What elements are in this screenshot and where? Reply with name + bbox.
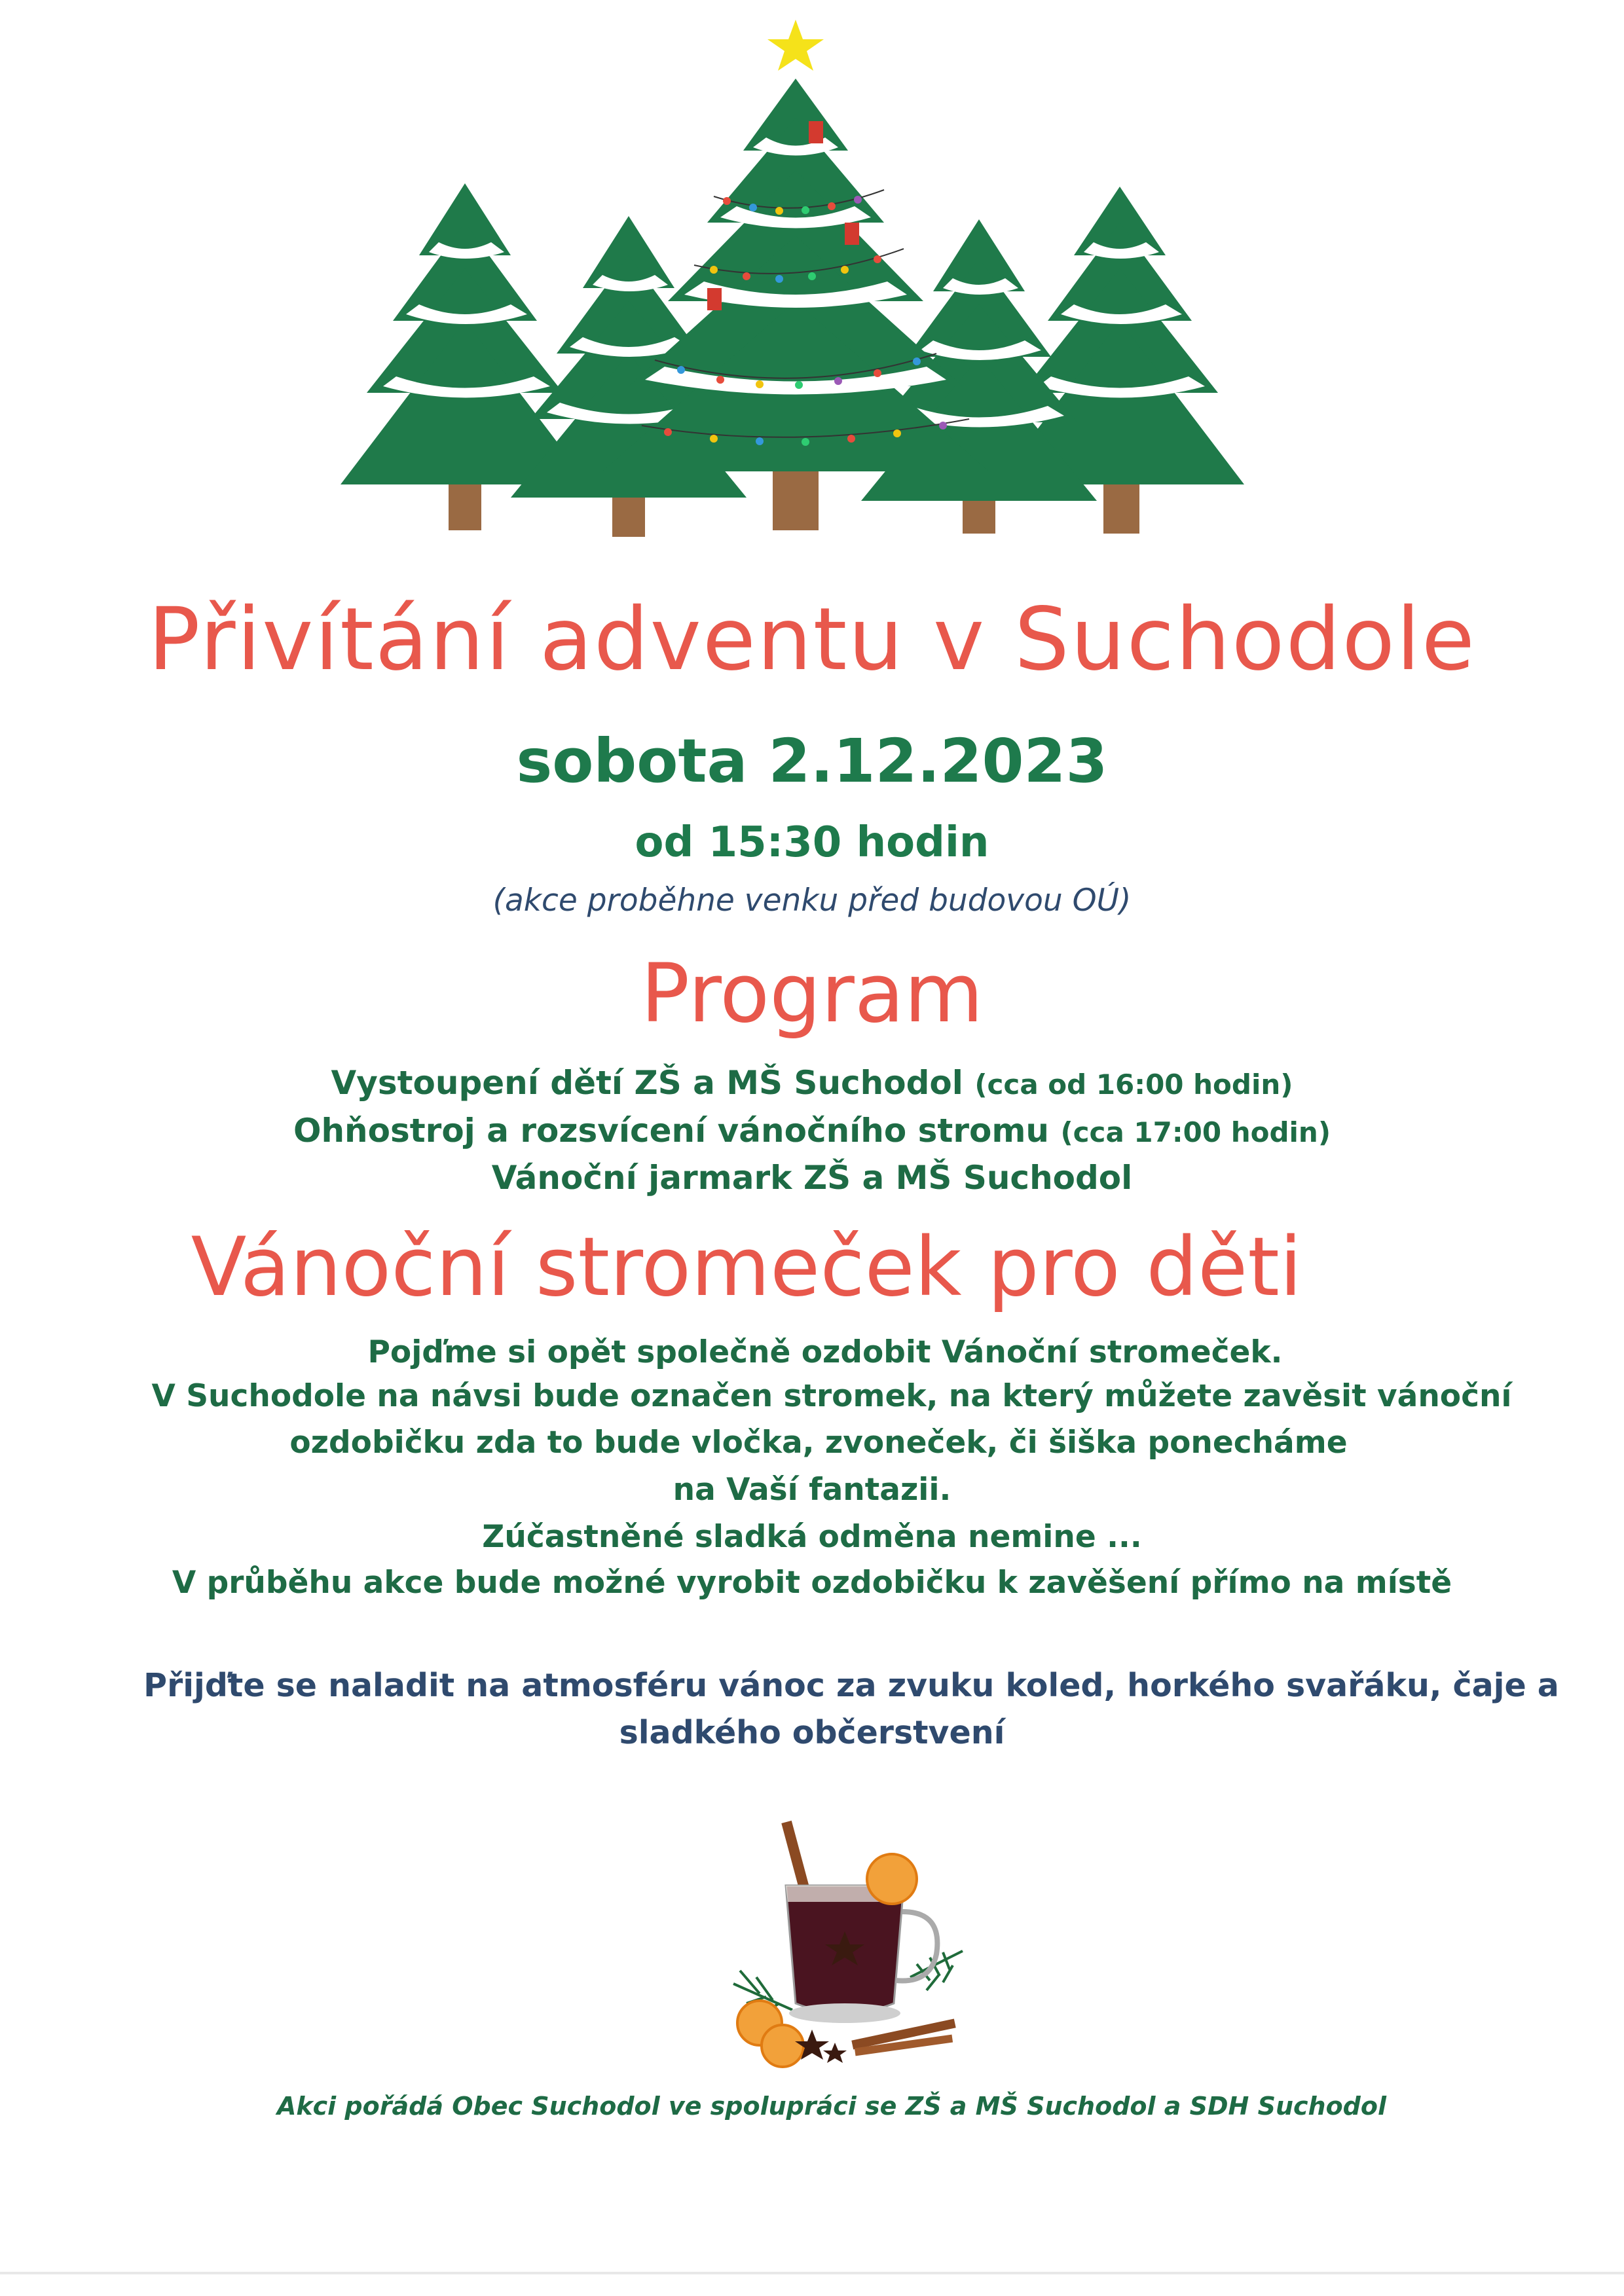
glass-handle bbox=[896, 1912, 937, 1981]
event-title: Přivítání adventu v Suchodole bbox=[148, 589, 1476, 690]
scan-edge-line bbox=[0, 2272, 1624, 2274]
organizer-footer: Akci pořádá Obec Suchodol ve spolupráci se ZŠ a MŠ Suchodol a SDH Suchodol bbox=[276, 2092, 1387, 2121]
program-heading: Program bbox=[640, 947, 984, 1041]
tree-far-left bbox=[341, 183, 589, 484]
program-item-text: Vystoupení dětí ZŠ a MŠ Suchodol bbox=[331, 1064, 963, 1102]
program-item-text: Vánoční jarmark ZŠ a MŠ Suchodol bbox=[491, 1159, 1133, 1197]
invitation-line: sladkého občerstvení bbox=[619, 1714, 1005, 1751]
program-item-note: (cca od 16:00 hodin) bbox=[974, 1068, 1293, 1101]
star-anise-icon bbox=[823, 2043, 847, 2063]
tree-text-line: na Vaší fantazii. bbox=[673, 1472, 951, 1508]
glass-base bbox=[789, 2003, 900, 2023]
tree-text-line: Pojďme si opět společně ozdobit Vánoční stromeček. bbox=[367, 1334, 1283, 1370]
star-icon bbox=[767, 20, 824, 71]
orange-slice-icon bbox=[762, 2025, 803, 2067]
program-item bbox=[0, 1065, 1624, 1101]
orange-slice-icon bbox=[867, 1854, 917, 1904]
tree-trunk bbox=[1103, 478, 1139, 534]
event-date: sobota 2.12.2023 bbox=[516, 726, 1108, 796]
christmas-trees-illustration bbox=[314, 7, 1270, 550]
tree-text-line: Zúčastněné sladká odměna nemine ... bbox=[482, 1519, 1142, 1555]
tree-trunk bbox=[449, 478, 481, 530]
tree-text-line: ozdobičku zda to bude vločka, zvoneček, či šiška ponecháme bbox=[289, 1425, 1348, 1461]
program-item bbox=[0, 1113, 1624, 1149]
stocking-icon bbox=[845, 223, 859, 245]
mulled-wine-mug-illustration bbox=[720, 1813, 976, 2069]
tree-trunk bbox=[773, 465, 819, 530]
location-note: (akce proběhne venku před budovou OÚ) bbox=[492, 883, 1132, 919]
tree-text-line: V průběhu akce bude možné vyrobit ozdobičku k zavěšení přímo na místě bbox=[172, 1565, 1452, 1601]
stocking-icon bbox=[707, 288, 722, 310]
event-time: od 15:30 hodin bbox=[635, 818, 989, 867]
tree-heading: Vánoční stromeček pro děti bbox=[191, 1220, 1302, 1315]
tree-text-line: V Suchodole na návsi bude označen stromek, na který můžete zavěsit vánoční bbox=[151, 1378, 1512, 1414]
stocking-icon bbox=[809, 121, 823, 143]
invitation-line: Přijďte se naladit na atmosféru vánoc za zvuku koled, horkého svařáku, čaje a bbox=[143, 1667, 1559, 1704]
program-item bbox=[0, 1160, 1624, 1196]
program-item-note: (cca 17:00 hodin) bbox=[1060, 1116, 1331, 1148]
program-item-text: Ohňostroj a rozsvícení vánočního stromu bbox=[293, 1112, 1050, 1150]
